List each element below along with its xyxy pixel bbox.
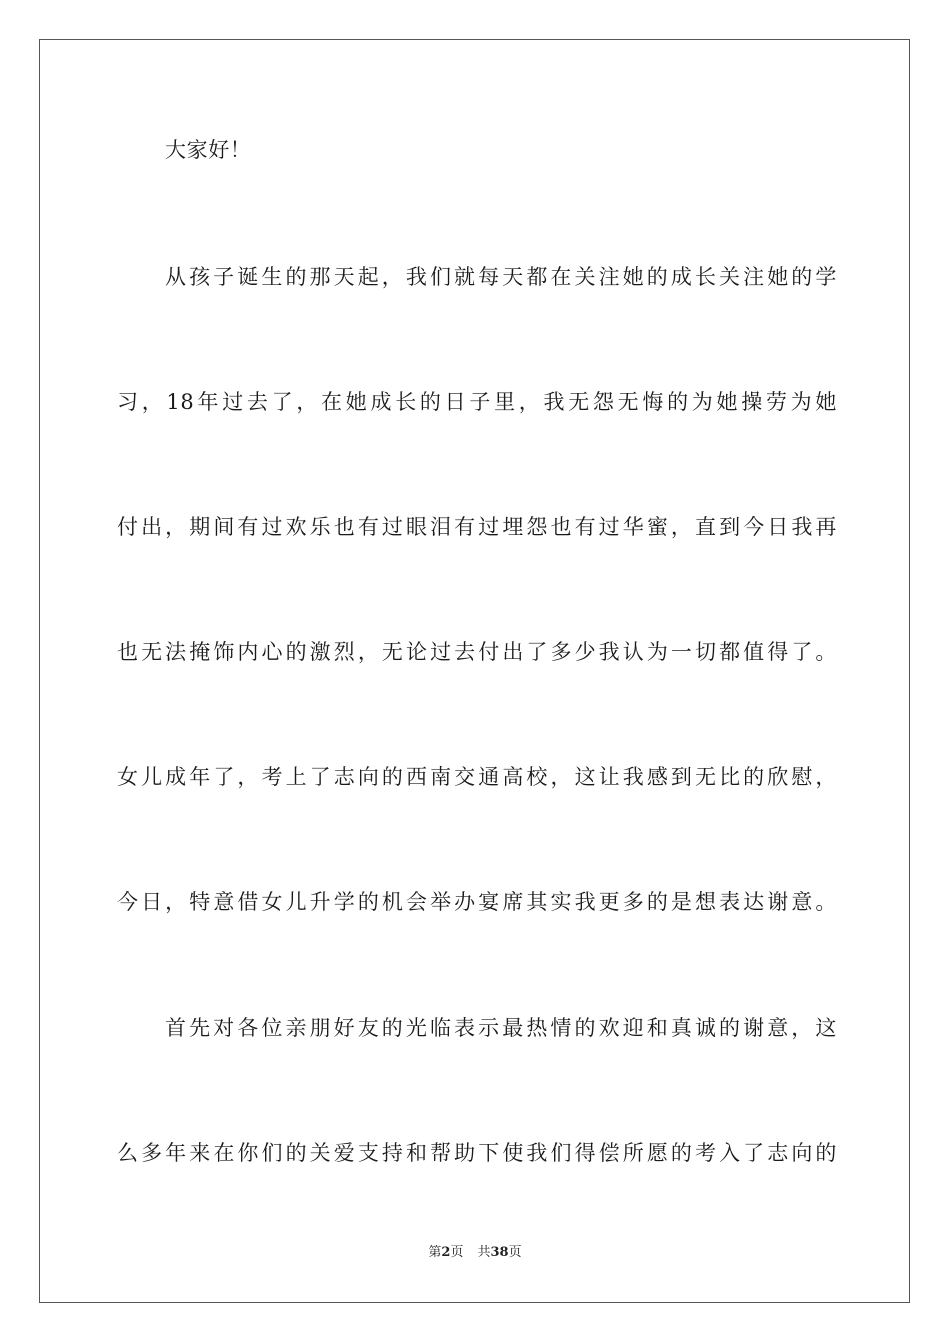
page-label-suffix: 页 (450, 1245, 464, 1260)
page-label-prefix: 第 (428, 1245, 442, 1260)
paragraph-line: 首先对各位亲朋好友的光临表示最热情的欢迎和真诚的谢意，这 (165, 1016, 837, 1040)
total-label-suffix: 页 (508, 1245, 522, 1260)
paragraph-line: 从孩子诞生的那天起，我们就每天都在关注她的成长关注她的学 (165, 265, 837, 289)
paragraph-line: 也无法掩饰内心的激烈，无论过去付出了多少我认为一切都值得了。 (117, 640, 837, 664)
paragraph-line: 付出，期间有过欢乐也有过眼泪有过埋怨也有过华蜜，直到今日我再 (117, 515, 837, 539)
greeting-line: 大家好！ (165, 138, 252, 162)
paragraph-line: 女儿成年了，考上了志向的西南交通高校，这让我感到无比的欣慰， (117, 765, 837, 789)
paragraph-line: 么多年来在你们的关爱支持和帮助下使我们得偿所愿的考入了志向的 (117, 1141, 837, 1165)
page-number: 2 (441, 1245, 451, 1260)
paragraph-line: 习，18年过去了，在她成长的日子里，我无怨无悔的为她操劳为她 (117, 390, 837, 414)
total-pages: 38 (490, 1245, 509, 1260)
page-footer (0, 1244, 950, 1262)
paragraph-line: 今日，特意借女儿升学的机会举办宴席其实我更多的是想表达谢意。 (117, 890, 837, 914)
total-label-prefix: 共 (477, 1245, 491, 1260)
page-border (39, 39, 910, 1303)
